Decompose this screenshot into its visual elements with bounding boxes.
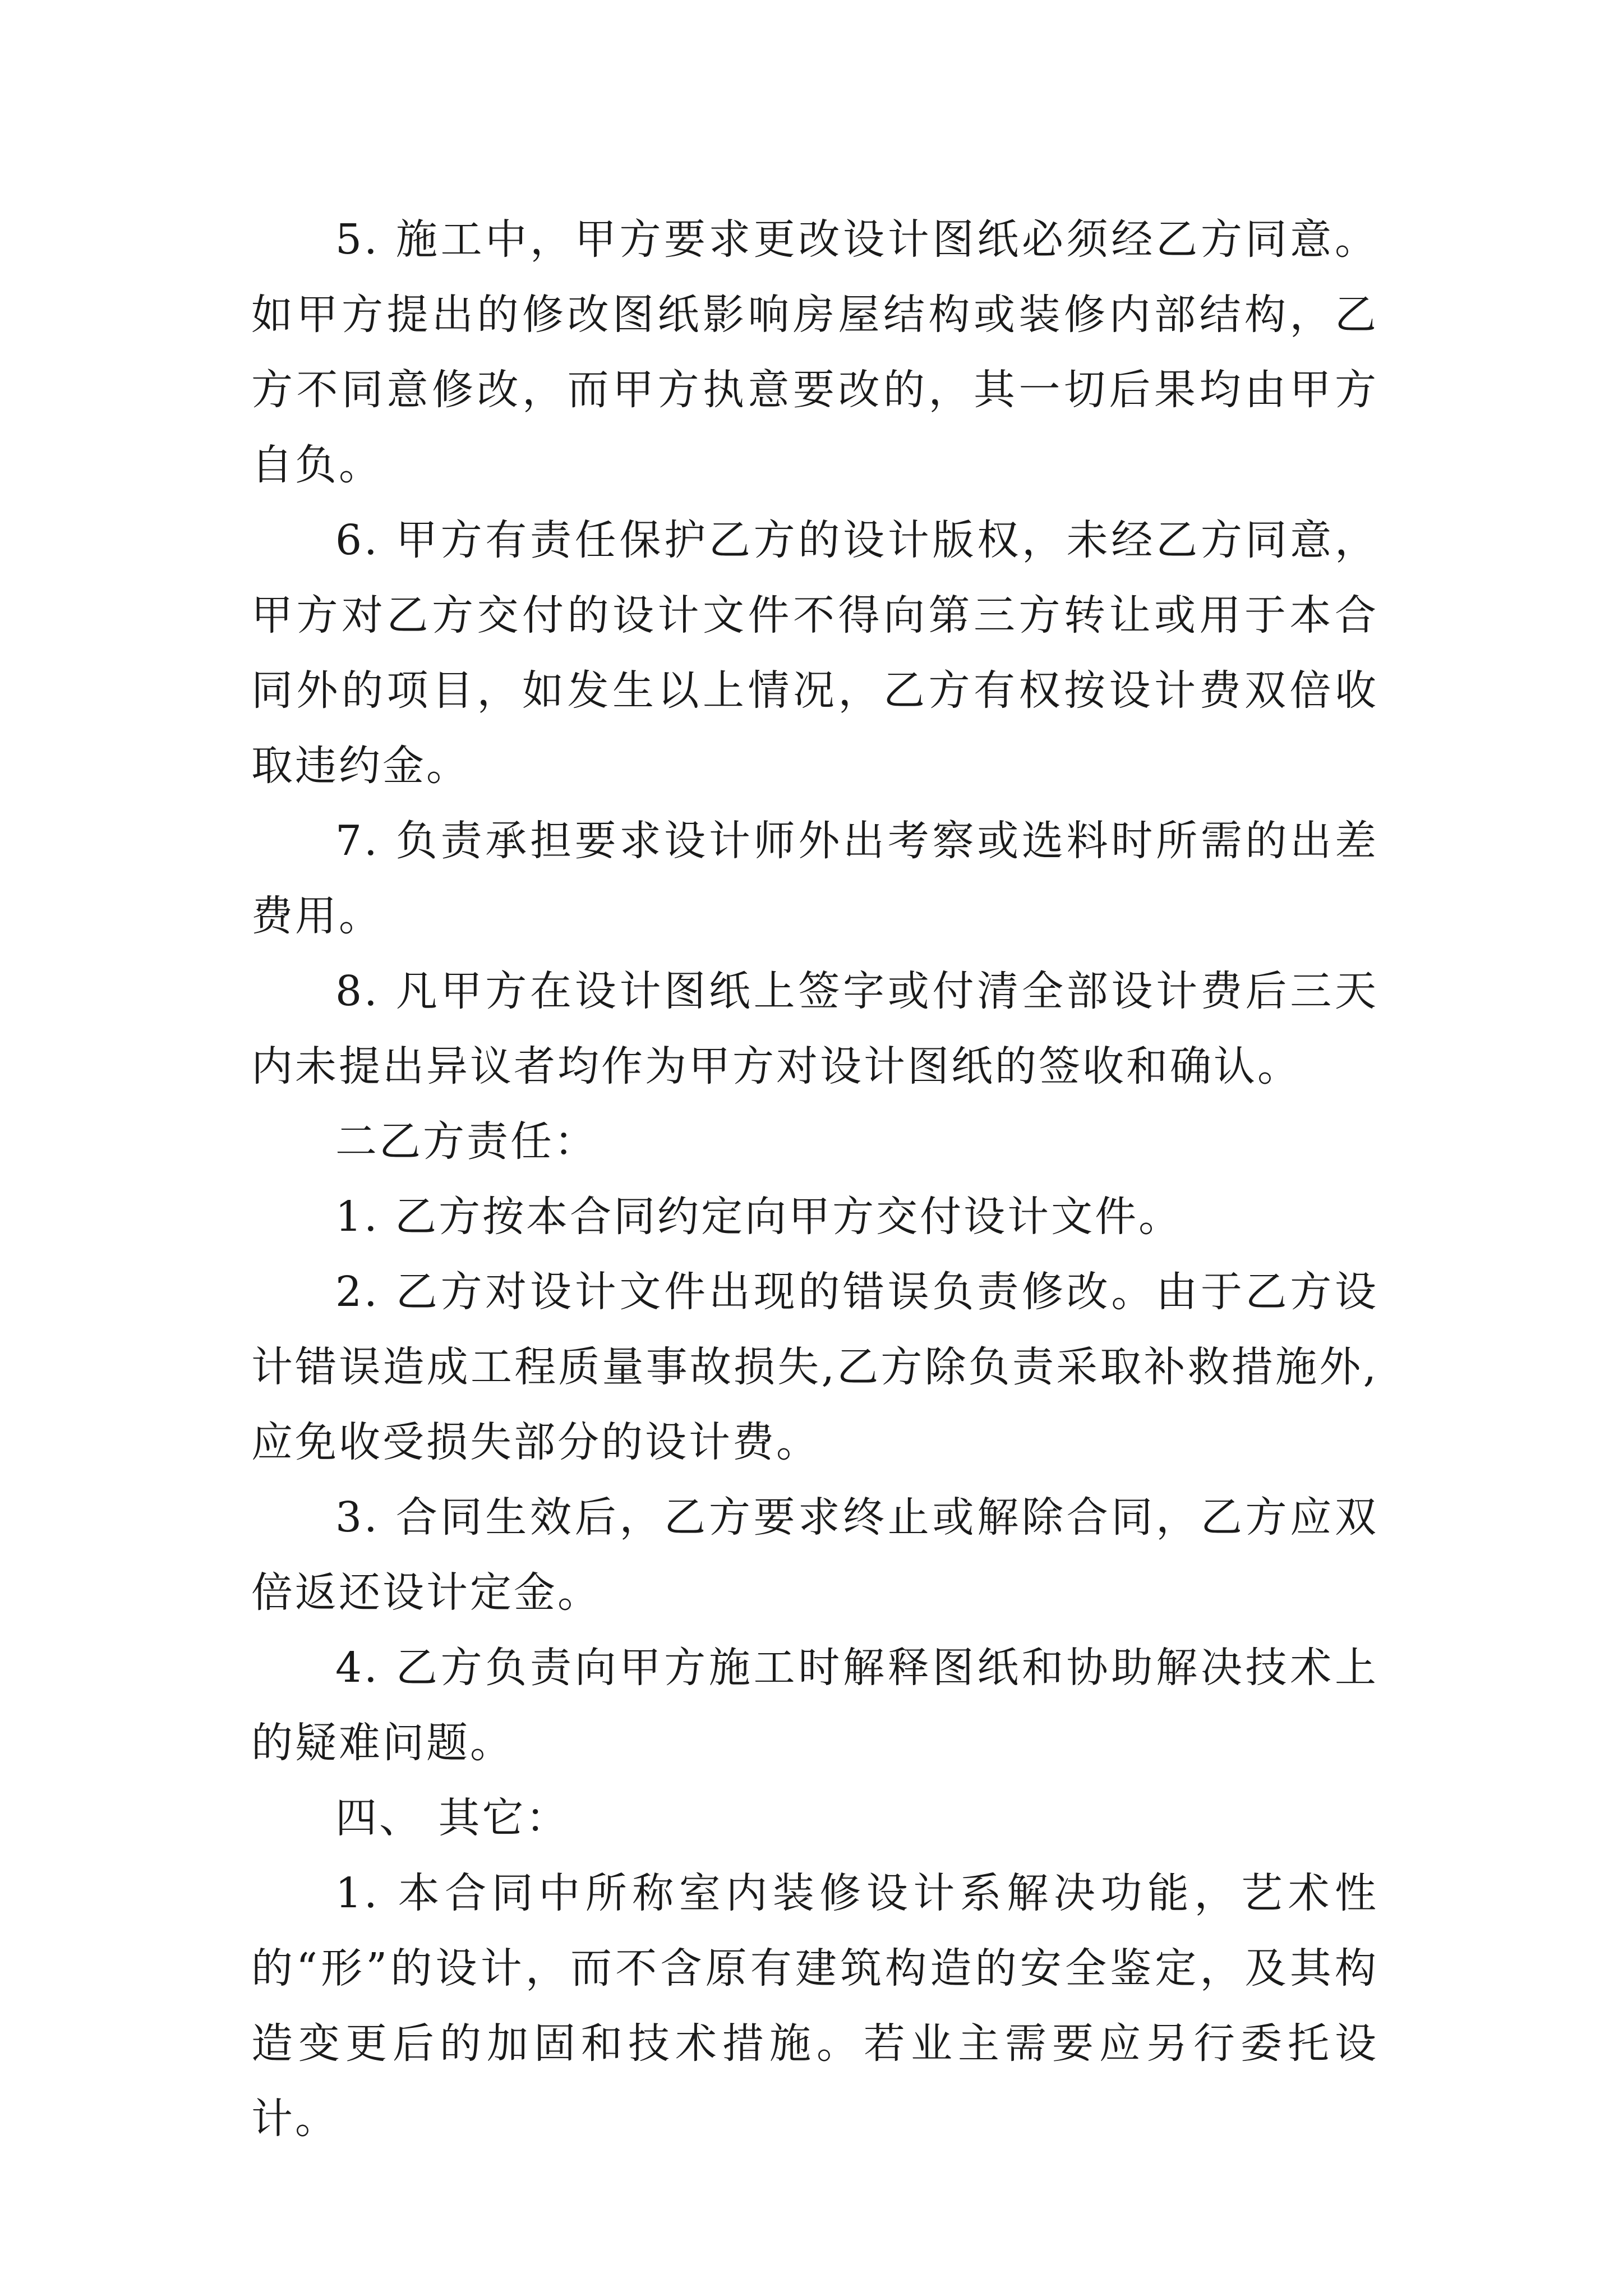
paragraph-clause-5: 5. 施工中，甲方要求更改设计图纸必须经乙方同意。如甲方提出的修改图纸影响房屋结构或装修内部结构，乙方不同意修改，而甲方执意要改的，其一切后果均由甲方自负。 [251,215,1378,489]
paragraph-b-clause-1: 1. 乙方按本合同约定向甲方交付设计文件。 [335,1193,1183,1241]
paragraph-clause-6: 6. 甲方有责任保护乙方的设计版权，未经乙方同意，甲方对乙方交付的设计文件不得向第三方转让或用于本合同外的项目，如发生以上情况，乙方有权按设计费双倍收取违约金。 [251,516,1378,790]
paragraph-other-clause-1: 1. 本合同中所称室内装修设计系解决功能，艺术性的“形”的设计，而不含原有建筑构造的安全鉴定，及其构造变更后的加固和技术措施。若业主需要应另行委托设计。 [251,1869,1378,2143]
paragraph-clause-8: 8. 凡甲方在设计图纸上签字或付清全部设计费后三天内未提出异议者均作为甲方对设计图纸的签收和确认。 [251,967,1378,1091]
document-body [251,202,1378,2156]
section-heading-other: 四、 其它： [335,1794,570,1842]
paragraph-b-clause-3: 3. 合同生效后，乙方要求终止或解除合同，乙方应双倍返还设计定金。 [251,1493,1378,1617]
paragraph-b-clause-2: 2. 乙方对设计文件出现的错误负责修改。由于乙方设计错误造成工程质量事故损失,乙方除负责采取补救措施外,应免收受损失部分的设计费。 [251,1268,1378,1466]
section-heading-party-b: 二乙方责任： [335,1117,598,1166]
paragraph-clause-7: 7. 负责承担要求设计师外出考察或选料时所需的出差费用。 [251,817,1378,940]
paragraph-b-clause-4: 4. 乙方负责向甲方施工时解释图纸和协助解决技术上的疑难问题。 [251,1644,1378,1767]
